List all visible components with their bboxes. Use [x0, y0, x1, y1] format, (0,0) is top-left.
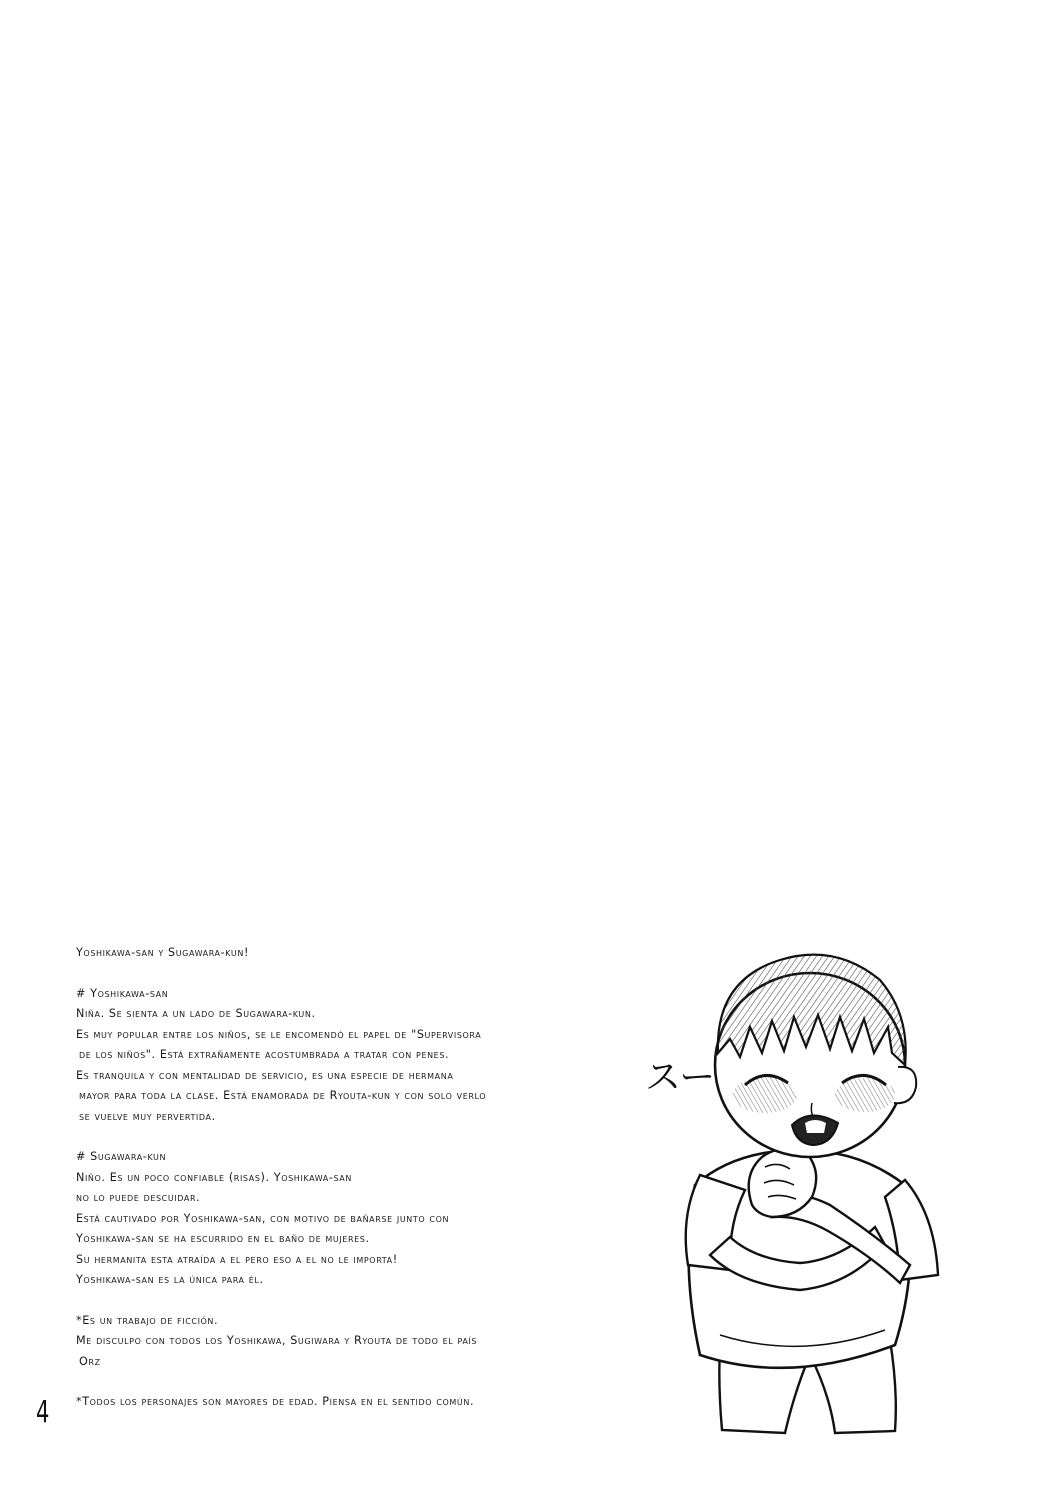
sound-effect: スー: [645, 1057, 716, 1098]
age-note: *Todos los personajes son mayores de edad. Piensa en el sentido común.: [76, 1395, 475, 1408]
yoshikawa-heading: # Yoshikawa-san: [76, 986, 169, 1000]
sugawara-line: Yoshikawa-san es la única para él.: [76, 1273, 264, 1286]
yoshikawa-line: Niña. Se sienta a un lado de Sugawara-kun.: [76, 1007, 316, 1020]
sugawara-line: Niño. Es un poco confiable (risas). Yoshikawa-san: [76, 1170, 352, 1184]
sugawara-line: Su hermanita esta atraída a el pero eso a el no le importa!: [76, 1252, 398, 1266]
character-notes: [76, 943, 656, 1413]
fiction-note-line: *Es un trabajo de ficción.: [76, 1313, 219, 1327]
fiction-note-line: Orz: [79, 1354, 101, 1368]
fiction-note-line: Me disculpo con todos los Yoshikawa, Sugiwara y Ryouta de todo el país: [76, 1334, 478, 1347]
yoshikawa-line: se vuelve muy pervertida.: [79, 1109, 216, 1123]
sugawara-line: Yoshikawa-san se ha escurrido en el baño de mujeres.: [76, 1232, 370, 1245]
sugawara-heading: # Sugawara-kun: [76, 1150, 167, 1163]
yoshikawa-line: de los niños". Está extrañamente acostumbrada a tratar con penes.: [79, 1048, 450, 1061]
yoshikawa-line: Es tranquila y con mentalidad de servicio, es una especie de hermana: [76, 1068, 454, 1082]
page-number: 4: [36, 1395, 50, 1430]
boy-illustration: [660, 935, 990, 1435]
sugawara-line: no lo puede descuidar.: [76, 1191, 201, 1204]
yoshikawa-line: Es muy popular entre los niños, se le encomendó el papel de "Supervisora: [76, 1027, 482, 1041]
notes-title: Yoshikawa-san y Sugawara-kun!: [76, 946, 250, 959]
sugawara-line: Está cautivado por Yoshikawa-san, con motivo de bañarse junto con: [76, 1211, 450, 1225]
yoshikawa-line: mayor para toda la clase. Está enamorada de Ryouta-kun y con solo verlo: [79, 1089, 487, 1102]
